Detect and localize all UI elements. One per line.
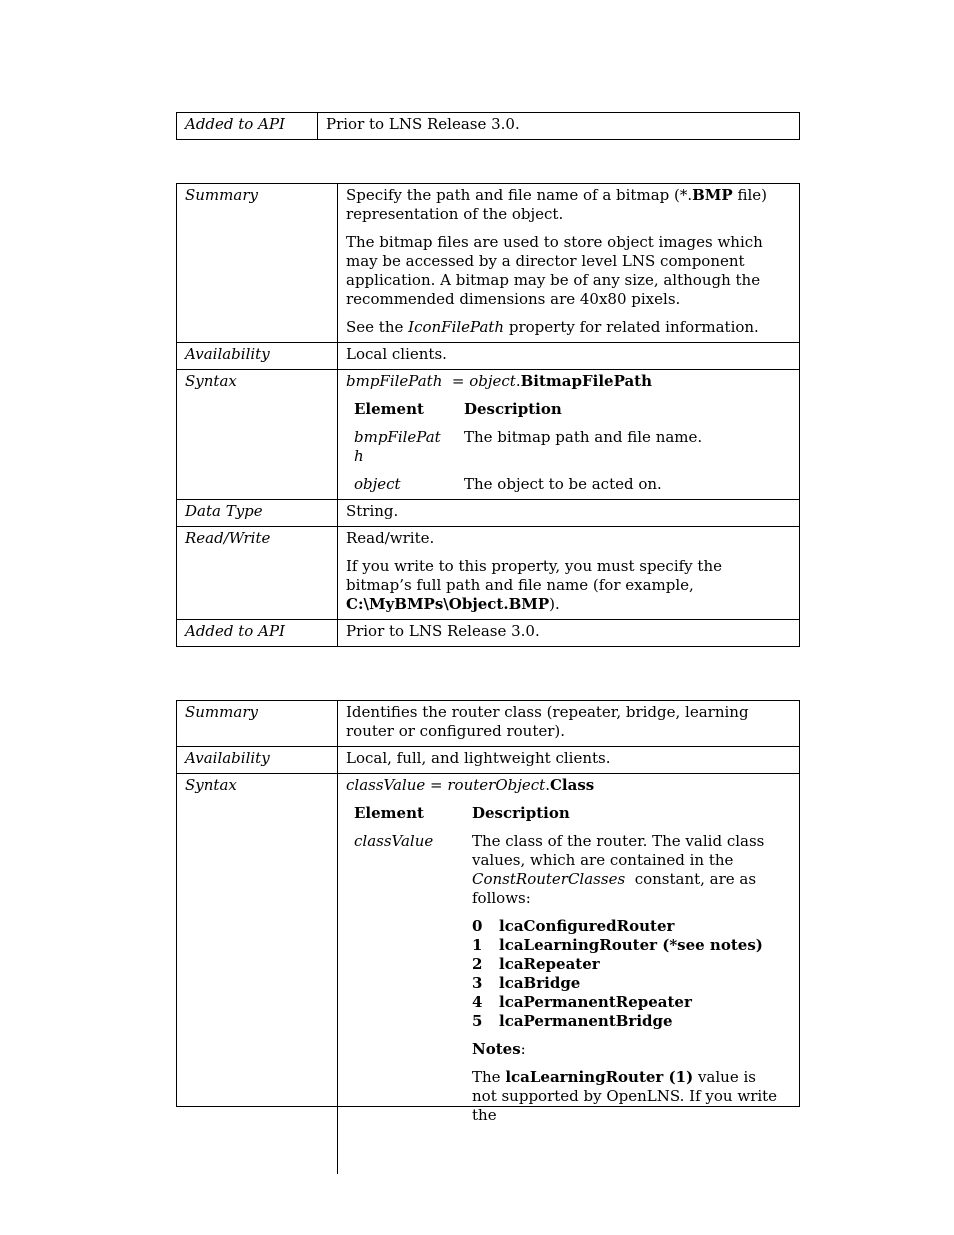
summary-text: file) representation of the object. — [346, 186, 767, 223]
router-class-table — [176, 700, 800, 1124]
read-write-label: Read/Write — [177, 527, 338, 619]
router-class-item — [472, 936, 784, 955]
availability-row — [177, 342, 799, 369]
element-table — [354, 400, 791, 494]
read-write-text: ). — [549, 595, 560, 613]
syntax-equals: = — [425, 776, 448, 794]
description-text: constant, are as follows: — [472, 870, 761, 907]
syntax-object: routerObject — [447, 776, 546, 794]
notes-colon: : — [520, 1040, 526, 1058]
router-class-item — [472, 955, 784, 974]
data-type-label: Data Type — [177, 500, 338, 526]
description-header: Description — [472, 804, 570, 822]
router-class-name: lcaBridge — [499, 974, 581, 992]
syntax-row — [177, 369, 799, 499]
router-class-item — [472, 917, 784, 936]
notes-heading — [472, 1040, 784, 1059]
syntax-line — [346, 776, 791, 795]
summary-paragraph: The bitmap files are used to store object images which may be accessed by a director level LNS component application. A bitmap may be of any size, although the recommended dimensions are 40x80 pixels. — [346, 233, 763, 308]
summary-label: Summary — [177, 184, 338, 342]
added-to-api-row — [177, 113, 799, 139]
element-description — [472, 832, 784, 1125]
availability-value: Local clients. — [346, 345, 447, 363]
class-description — [472, 832, 784, 908]
summary-value — [338, 184, 799, 342]
read-write-row — [177, 526, 799, 619]
router-class-item — [472, 1012, 784, 1031]
data-type-value: String. — [346, 502, 399, 520]
syntax-row — [177, 773, 799, 1174]
iconfilepath-reference: IconFilePath — [408, 318, 505, 336]
syntax-property: Class — [549, 776, 595, 794]
element-description: The bitmap path and file name. — [464, 428, 703, 446]
element-name: bmpFilePath — [354, 428, 441, 465]
availability-label: Availability — [177, 747, 338, 773]
router-class-name: lcaPermanentRepeater — [499, 993, 692, 1011]
syntax-dot: . — [515, 372, 521, 390]
bitmap-file-path-table — [176, 183, 800, 647]
router-class-item — [472, 993, 784, 1012]
element-header: Element — [354, 804, 424, 822]
description-header: Description — [464, 400, 562, 418]
read-write-value — [338, 527, 799, 619]
constant-reference: ConstRouterClasses — [472, 870, 626, 888]
router-class-list — [472, 917, 784, 1031]
summary-paragraph — [346, 318, 791, 337]
data-type-row — [177, 499, 799, 526]
element-name: object — [354, 475, 401, 493]
router-class-name: lcaRepeater — [499, 955, 600, 973]
syntax-label: Syntax — [177, 774, 338, 1174]
availability-label: Availability — [177, 343, 338, 369]
notes-label: Notes — [472, 1040, 521, 1058]
syntax-value — [338, 370, 799, 499]
router-class-name: lcaConfiguredRouter — [499, 917, 675, 935]
router-class-name: lcaLearningRouter (*see notes) — [499, 936, 763, 954]
element-header: Element — [354, 400, 424, 418]
router-class-number: 4 — [472, 993, 483, 1011]
summary-text: Specify the path and file name of a bitmap (*. — [346, 186, 693, 204]
added-to-api-value: Prior to LNS Release 3.0. — [326, 115, 520, 133]
syntax-return-var: classValue — [346, 776, 426, 794]
router-class-name: lcaPermanentBridge — [499, 1012, 673, 1030]
summary-row — [177, 184, 799, 342]
notes-text-part: value is not supported by OpenLNS. If you write the — [472, 1068, 778, 1124]
syntax-property: BitmapFilePath — [520, 372, 653, 390]
summary-row — [177, 701, 799, 746]
element-table — [354, 804, 791, 1125]
availability-row — [177, 746, 799, 773]
router-class-number: 2 — [472, 955, 483, 973]
router-class-item — [472, 974, 784, 993]
router-class-number: 0 — [472, 917, 483, 935]
read-write-paragraph: Read/write. — [346, 529, 435, 547]
summary-paragraph — [346, 186, 791, 224]
element-name: classValue — [354, 832, 434, 850]
added-to-api-table — [176, 112, 800, 140]
router-class-number: 5 — [472, 1012, 483, 1030]
example-path: C:\MyBMPs\Object.BMP — [346, 595, 550, 613]
description-text: The class of the router. The valid class values, which are contained in the — [472, 832, 765, 869]
added-to-api-row — [177, 619, 799, 646]
summary-value: Identifies the router class (repeater, bridge, learning router or configured router). — [346, 703, 749, 740]
summary-text: See the — [346, 318, 409, 336]
syntax-value — [338, 774, 799, 1174]
read-write-text: If you write to this property, you must specify the bitmap’s full path and file name (for example, — [346, 557, 722, 594]
read-write-paragraph — [346, 557, 791, 614]
added-to-api-value: Prior to LNS Release 3.0. — [346, 622, 540, 640]
added-to-api-label: Added to API — [177, 620, 338, 646]
syntax-object: object — [469, 372, 516, 390]
syntax-dot: . — [545, 776, 550, 794]
summary-text: property for related information. — [504, 318, 759, 336]
router-class-number: 1 — [472, 936, 483, 954]
summary-bmp-keyword: BMP — [692, 186, 733, 204]
learning-router-value: lcaLearningRouter (1) — [505, 1068, 694, 1086]
syntax-line — [346, 372, 791, 391]
syntax-label: Syntax — [177, 370, 338, 499]
availability-value: Local, full, and lightweight clients. — [346, 749, 611, 767]
syntax-equals: = — [442, 372, 470, 390]
summary-label: Summary — [177, 701, 338, 746]
notes-text-part: The — [472, 1068, 506, 1086]
syntax-return-var: bmpFilePath — [346, 372, 443, 390]
notes-text — [472, 1068, 784, 1125]
added-to-api-label: Added to API — [177, 113, 318, 139]
element-description: The object to be acted on. — [464, 475, 662, 493]
router-class-number: 3 — [472, 974, 483, 992]
